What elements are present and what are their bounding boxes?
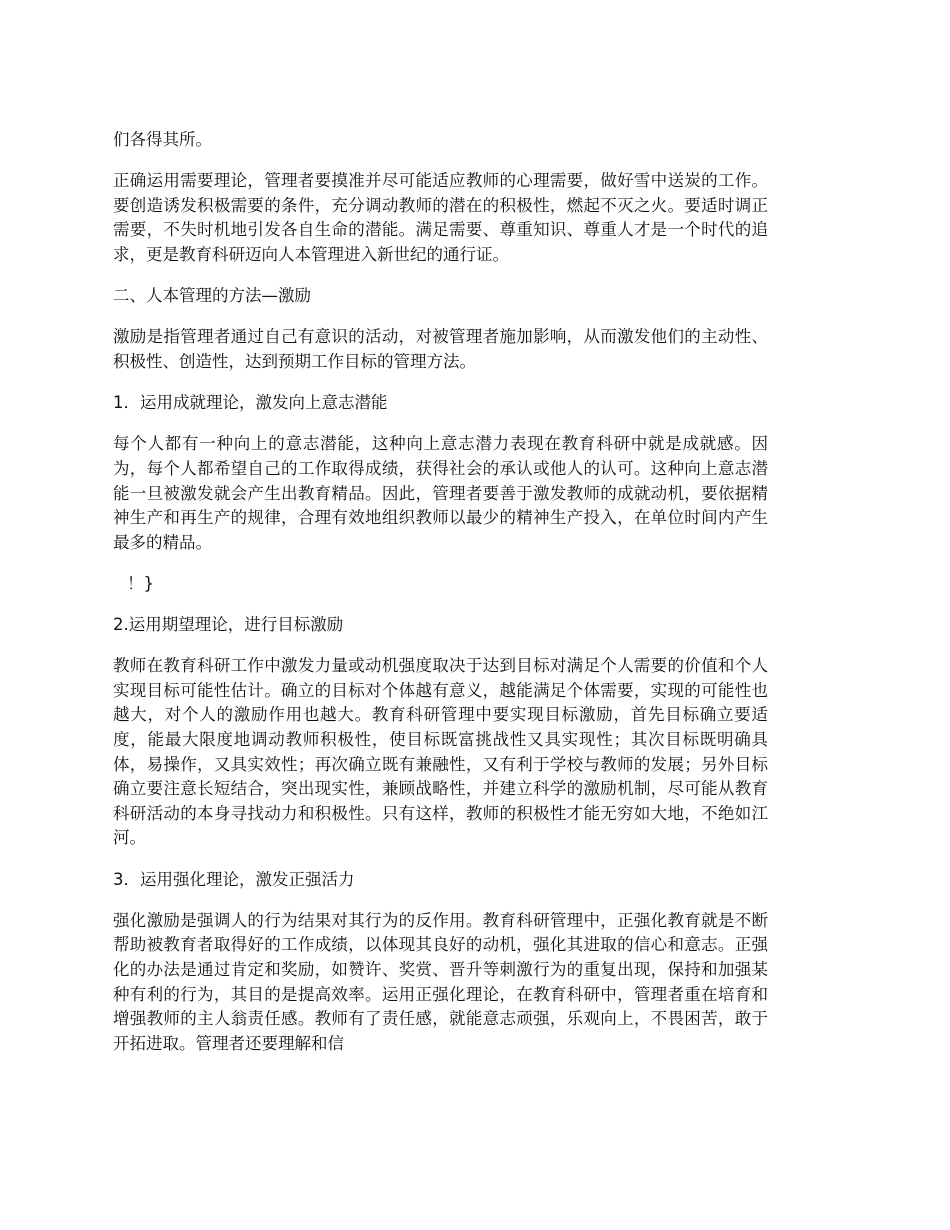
subheading-expectancy-theory: 2.运用期望理论，进行目标激励 xyxy=(113,615,344,635)
stray-text: ！} xyxy=(127,573,154,593)
paragraph-goal-motivation: 教师在教育科研工作中激发力量或动机强度取决于达到目标对满足个人需要的价值和个人实现目标可能性估计。确立的目标对个体越有意义，越能满足个体需要，实现的可能性也越大，对个人的激励作用也越大。教育科研管理中要实现目标激励，首先目标确立要适度，能最大限度地调动教师积极性，使目标既富挑战性又具实现性；其次目标既明确具体，易操作，又具实效性；再次确立既有兼融性，又有利于学校与教师的发展；另外目标确立要注意长短结合，突出现实性，兼顾战略性，并建立科学的激励机制，尽可能从教育科研活动的本身寻找动力和积极性。只有这样，教师的积极性才能无穷如大地，不绝如江河。 xyxy=(113,656,768,848)
paragraph-motivation-definition: 激励是指管理者通过自己有意识的活动，对被管理者施加影响，从而激发他们的主动性、积极性、创造性，达到预期工作目标的管理方法。 xyxy=(113,327,768,371)
paragraph-reinforcement: 强化激励是强调人的行为结果对其行为的反作用。教育科研管理中，正强化教育就是不断帮助被教育者取得好的工作成绩，以体现其良好的动机，强化其进取的信心和意志。正强化的办法是通过肯定和奖励，如赞许、奖赏、晋升等刺激行为的重复出现，保持和加强某种有利的行为，其目的是提高效率。运用正强化理论，在教育科研中，管理者重在培育和增强教师的主人翁责任感。教师有了责任感，就能意志顽强，乐观向上，不畏困苦，敢于开拓进取。管理者还要理解和信 xyxy=(113,910,768,1053)
document-body xyxy=(113,128,768,1073)
paragraph-continuation: 们各得其所。 xyxy=(113,130,212,149)
paragraph-needs-theory: 正确运用需要理论，管理者要摸准并尽可能适应教师的心理需要，做好雪中送炭的工作。要创造诱发积极需要的条件，充分调动教师的潜在的积极性，燃起不灭之火。要适时调正需要，不失时机地引发各自生命的潜能。满足需要、尊重知识、尊重人才是一个时代的追求，更是教育科研迈向人本管理进入新世纪的通行证。 xyxy=(113,171,768,264)
subheading-achievement-theory: 1．运用成就理论，激发向上意志潜能 xyxy=(113,393,388,413)
subheading-reinforcement-theory: 3．运用强化理论，激发正强活力 xyxy=(113,869,355,889)
paragraph-achievement: 每个人都有一种向上的意志潜能，这种向上意志潜力表现在教育科研中就是成就感。因为，每个人都希望自己的工作取得成绩，获得社会的承认或他人的认可。这种向上意志潜能一旦被激发就会产生出教育精品。因此，管理者要善于激发教师的成就动机，要依据精神生产和再生产的规律，合理有效地组织教师以最少的精神生产投入，在单位时间内产生最多的精品。 xyxy=(113,434,768,552)
section-heading: 二、人本管理的方法—激励 xyxy=(113,286,311,306)
